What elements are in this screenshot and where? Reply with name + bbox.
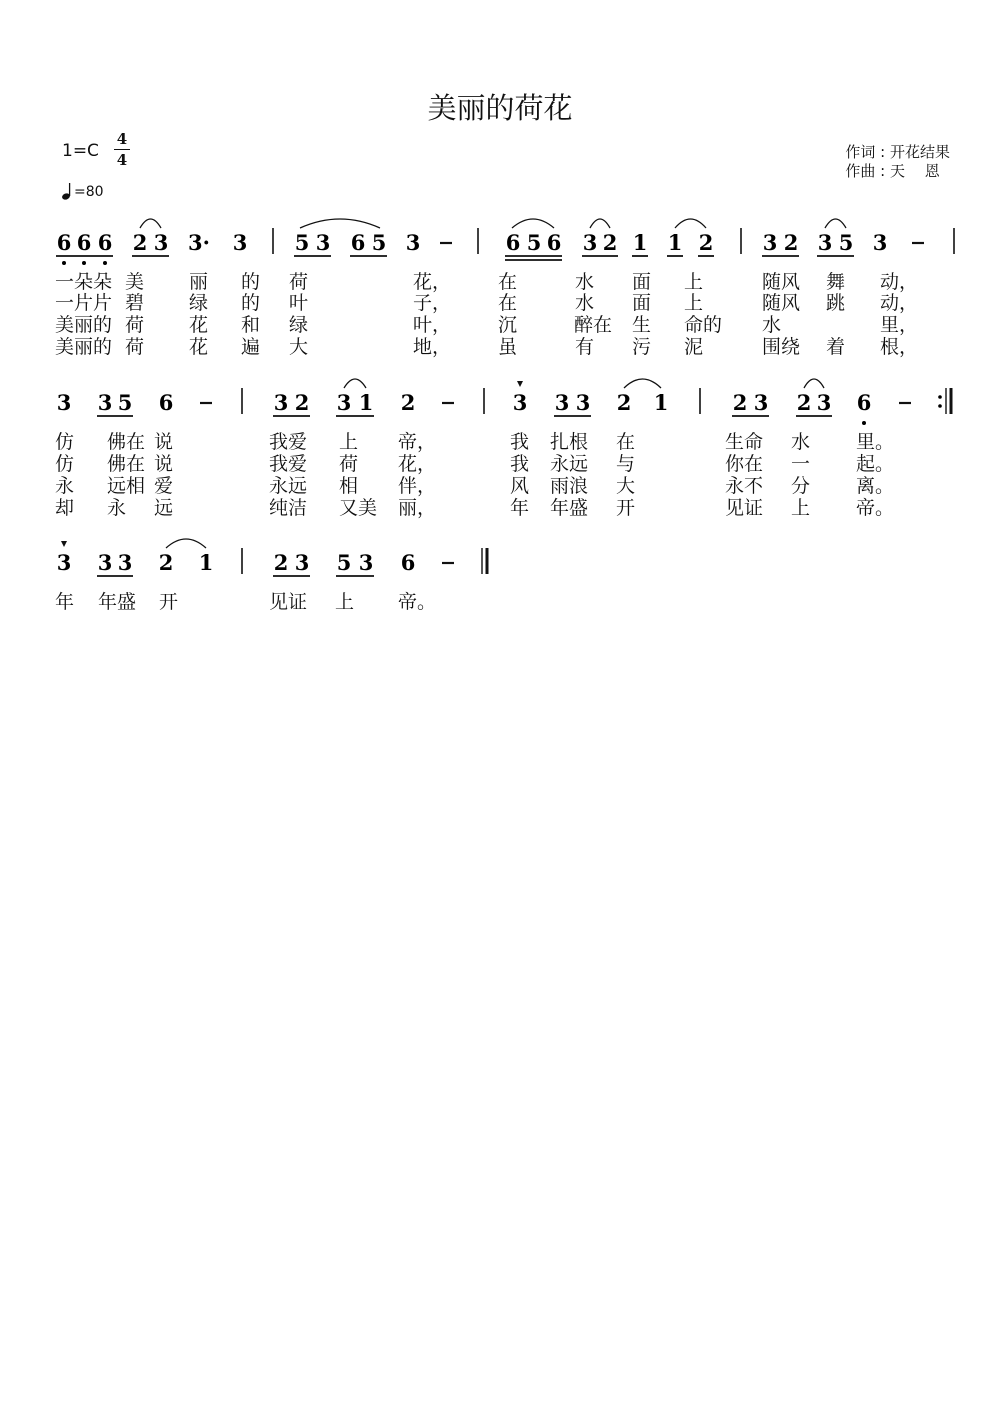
lyric-syllable: 丽 [189,271,209,293]
lyric-syllable: 永 [107,497,127,519]
repeat-dot [938,395,942,399]
lyric-syllable: 丽， [398,497,437,519]
lyric-syllable: 里。 [856,431,895,453]
note: 3 [575,390,591,415]
lyric-syllable: 仿 [55,453,75,475]
lyric-syllable: 花 [189,314,209,336]
note: 3 [405,230,421,255]
lyric-syllable: 叶， [413,314,452,336]
slur [825,219,846,228]
note: 6 [158,390,174,415]
note: 2 [602,230,618,255]
lyric-syllable: 在 [498,292,518,314]
key-signature: 1=C [62,141,99,161]
system-1 [55,219,954,358]
note: 3 [153,230,169,255]
lyric-syllable: 遍 [241,336,261,358]
lyric-syllable: 动， [880,292,919,314]
lyric-syllable: 大 [616,475,636,497]
note: 2 [273,550,289,575]
lyric-syllable: 在 [616,431,636,453]
note: 3 [762,230,778,255]
slur [300,219,380,228]
lyric-syllable: 大 [289,336,309,358]
slur [675,219,706,228]
lyric-syllable: 舞 [826,271,846,293]
lyric-syllable: 的 [241,271,261,293]
note: 2 [294,390,310,415]
note: 2 [616,390,632,415]
note: 2 [400,390,416,415]
lyric-syllable: 上 [684,271,704,293]
lyric-syllable: 上 [684,292,704,314]
lyric-syllable: 远相 [107,475,146,497]
lyric-syllable: 沉 [498,314,518,336]
note: 3 [817,230,833,255]
lyric-syllable: 开 [616,497,636,519]
low-octave-dot [62,261,66,265]
lyric-syllable: 水 [762,314,782,336]
slur [512,219,554,228]
lyric-syllable: 花， [413,271,452,293]
note: 1 [358,390,374,415]
note: 3 [273,390,289,415]
lyric-syllable: 美 [125,271,145,293]
lyric-syllable: 上 [791,497,811,519]
lyric-syllable: 水 [791,431,811,453]
system-2 [55,379,951,519]
note: 2 [783,230,799,255]
lyric-syllable: 花， [398,453,437,475]
lyric-syllable: 绿 [289,314,309,336]
lyric-syllable: 子， [413,292,452,314]
lyric-syllable: 永 [55,475,75,497]
lyric-syllable: 荷 [125,314,145,336]
lyric-syllable: 你在 [725,453,764,475]
note: 3 [294,550,310,575]
lyric-syllable: 起。 [856,453,895,475]
lyric-syllable: 泥 [684,336,704,358]
note: 3 [872,230,888,255]
slur [344,379,366,388]
lyric-syllable: 年 [55,591,75,613]
lyric-syllable: 与 [616,453,636,475]
note: 5 [294,230,310,255]
lyric-syllable: 相 [339,475,359,497]
note: 3 [816,390,832,415]
lyric-syllable: 荷 [289,271,309,293]
lyric-syllable: 美丽的 [55,314,113,336]
lyric-syllable: 叶 [289,292,309,314]
lyric-syllable: 年盛 [550,497,589,519]
lyric-syllable: 帝， [398,431,437,453]
lyric-syllable: 我 [510,431,530,453]
note: 3 [315,230,331,255]
composer-credit: 作曲 : 天 恩 [845,162,940,180]
lyric-syllable: 动， [880,271,919,293]
note: 6 [546,230,562,255]
lyric-syllable: 我爱 [269,431,308,453]
lyric-syllable: 离。 [856,475,895,497]
lyric-syllable: 风 [510,475,530,497]
system-3 [55,539,487,613]
lyric-syllable: 却 [55,497,75,519]
note: 3 [232,230,248,255]
lyric-syllable: 生 [632,314,652,336]
note: 2 [698,230,714,255]
accent-mark [517,381,523,387]
lyric-syllable: 又美 [339,497,378,519]
slur [804,379,824,388]
lyric-syllable: 佛在 [107,431,146,453]
lyric-syllable: 扎根 [550,431,589,453]
lyric-syllable: 一片片 [55,292,113,314]
lyric-syllable: 纯洁 [269,497,308,519]
note: 5 [526,230,542,255]
lyric-syllable: 生命 [725,431,764,453]
lyric-syllable: 说 [154,453,174,475]
lyric-syllable: 一朵朵 [55,271,113,293]
note: 3 [582,230,598,255]
note: 6 [856,390,872,415]
note: 5 [371,230,387,255]
note: 6 [350,230,366,255]
note: 2 [132,230,148,255]
lyric-syllable: 地， [413,336,452,358]
note: 3 [97,390,113,415]
lyric-syllable: 永不 [725,475,764,497]
note: 2 [796,390,812,415]
time-signature-top: 4 [116,130,128,148]
lyric-syllable: 上 [335,591,355,613]
lyric-syllable: 命的 [684,314,723,336]
lyric-syllable: 我爱 [269,453,308,475]
note: 1 [667,230,683,255]
note: 3 [97,550,113,575]
note: 3 [753,390,769,415]
lyric-syllable: 爱 [154,475,174,497]
lyric-syllable: 上 [339,431,359,453]
lyric-syllable: 我 [510,453,530,475]
note: 1 [198,550,214,575]
low-octave-dot [862,421,866,425]
note: 6 [76,230,92,255]
song-title: 美丽的荷花 [427,91,573,125]
lyric-syllable: 荷 [339,453,359,475]
lyric-syllable: 年盛 [98,591,137,613]
low-octave-dot [82,261,86,265]
lyric-syllable: 围绕 [762,336,801,358]
lyric-syllable: 美丽的 [55,336,113,358]
lyric-syllable: 远 [154,497,174,519]
lyric-syllable: 帝。 [398,591,437,613]
note: 5 [336,550,352,575]
note: 1 [632,230,648,255]
lyric-syllable: 虽 [498,336,518,358]
note: 6 [505,230,521,255]
slur [166,539,206,548]
slur [140,219,161,228]
note: 3 [358,550,374,575]
lyric-syllable: 绿 [189,292,209,314]
note: 1 [653,390,669,415]
repeat-dot [938,404,942,408]
lyric-syllable: 伴， [398,475,437,497]
note: 6 [400,550,416,575]
lyric-syllable: 花 [189,336,209,358]
lyric-syllable: 一 [791,453,811,475]
low-octave-dot [103,261,107,265]
lyric-syllable: 根， [880,336,919,358]
lyric-syllable: 着 [826,336,846,358]
lyric-syllable: 跳 [826,292,846,314]
lyric-syllable: 见证 [725,497,764,519]
time-signature-bottom: 4 [116,151,128,169]
note: 5 [117,390,133,415]
note: 3 [117,550,133,575]
lyric-syllable: 水 [575,292,595,314]
note: 3 [512,390,528,415]
lyric-syllable: 帝。 [856,497,895,519]
accent-mark [61,541,67,547]
note: 3 [56,390,72,415]
note: 6 [56,230,72,255]
lyric-syllable: 荷 [125,336,145,358]
lyric-syllable: 在 [498,271,518,293]
lyric-syllable: 和 [241,314,261,336]
note: 5 [838,230,854,255]
lyric-syllable: 有 [575,336,595,358]
lyric-syllable: 说 [154,431,174,453]
lyric-syllable: 永远 [550,453,589,475]
lyric-syllable: 醉在 [574,314,613,336]
slur [624,379,661,388]
note: 3· [188,230,210,255]
tempo-value: =80 [74,184,104,200]
note: 3 [554,390,570,415]
lyric-syllable: 水 [575,271,595,293]
note: 3 [56,550,72,575]
lyric-syllable: 的 [241,292,261,314]
lyric-syllable: 随风 [762,292,801,314]
lyric-syllable: 污 [632,336,652,358]
note: 2 [158,550,174,575]
lyric-syllable: 分 [791,475,811,497]
lyric-syllable: 永远 [269,475,308,497]
lyric-syllable: 面 [632,292,652,314]
note: 2 [732,390,748,415]
lyric-syllable: 开 [159,591,179,613]
lyric-syllable: 里， [880,314,919,336]
lyric-syllable: 仿 [55,431,75,453]
lyric-syllable: 面 [632,271,652,293]
lyric-syllable: 随风 [762,271,801,293]
slur [590,219,610,228]
lyric-syllable: 佛在 [107,453,146,475]
lyric-syllable: 年 [510,497,530,519]
lyricist-credit: 作词 : 开花结果 [845,143,950,161]
note: 6 [97,230,113,255]
note: 3 [336,390,352,415]
lyric-syllable: 雨浪 [550,475,589,497]
lyric-syllable: 碧 [125,292,145,314]
lyric-syllable: 见证 [269,591,308,613]
